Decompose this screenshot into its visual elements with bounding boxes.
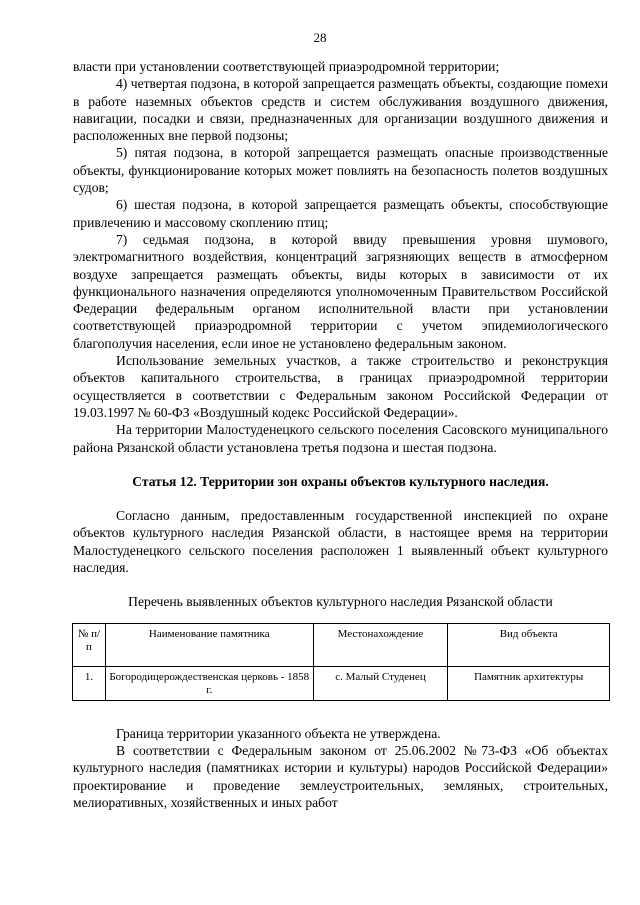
- cell-number: 1.: [73, 666, 106, 700]
- heritage-table: [72, 623, 610, 701]
- document-body: [73, 58, 608, 811]
- article-heading: Статья 12. Территории зон охраны объектов культурного наследия.: [132, 473, 549, 489]
- paragraph-subzone-5: 5) пятая подзона, в которой запрещается размещать опасные производственные объекты, функционирование которых может повлиять на безопасность полетов воздушных судов;: [73, 145, 608, 196]
- header-number: № п/п: [73, 623, 106, 666]
- paragraph-subzone-4: 4) четвертая подзона, в которой запрещается размещать объекты, создающие помехи в работе наземных объектов средств и систем обслуживания воздушного движения, навигации, посадки и связи, предназначенных для организации воздушного движения и расположенных вне первой подзоны;: [73, 76, 608, 144]
- paragraph-subzone-7: 7) седьмая подзона, в которой ввиду превышения уровня шумового, электромагнитного воздействия, концентраций загрязняющих веществ в атмосферном воздухе запрещается размещать объекты, виды которых в зависимости от их функционального назначения определяются уполномоченным Правительством Российской Федерации федеральным органом исполнительной власти при установлении соответствующей приаэродромной территории с учетом эпидемиологического благополучия населения, если иное не установлено федеральным законом.: [73, 231, 608, 351]
- page-number: 28: [313, 30, 327, 45]
- paragraph-territory-subzones: На территории Малостуденецкого сельского поселения Сасовского муниципального района Рязанской области установлена третья подзона и шестая подзона.: [73, 422, 608, 455]
- cell-monument-name: Богородицерождественская церковь - 1858 г.: [105, 666, 313, 700]
- paragraph-continuation: власти при установлении соответствующей приаэродромной территории;: [73, 59, 500, 74]
- header-location: Местонахождение: [313, 623, 448, 666]
- table-title: Перечень выявленных объектов культурного наследия Рязанской области: [128, 594, 553, 610]
- cell-location: с. Малый Студенец: [313, 666, 448, 700]
- header-monument-name: Наименование памятника: [105, 623, 313, 666]
- table-header-row: [73, 623, 610, 666]
- paragraph-land-use: Использование земельных участков, а также строительство и реконструкция объектов капитального строительства, в границах приаэродромной территории осуществляется в соответствии с Федеральным законом Российской Федерации от 19.03.1997 № 60-ФЗ «Воздушный кодекс Российской Федерации».: [73, 353, 608, 420]
- header-object-type: Вид объекта: [448, 623, 610, 666]
- paragraph-boundary: Граница территории указанного объекта не утверждена.: [116, 725, 441, 741]
- cell-object-type: Памятник архитектуры: [448, 666, 610, 700]
- paragraph-federal-law: В соответствии с Федеральным законом от 25.06.2002 №73-ФЗ «Об объектах культурного наследия (памятниках истории и культуры) народов Российской Федерации» проектирование и проведение землеустроительных, земляных, строительных, мелиоративных, хозяйственных и иных работ: [73, 742, 608, 810]
- paragraph-subzone-6: 6) шестая подзона, в которой запрещается размещать объекты, способствующие привлечению и массовому скоплению птиц;: [73, 197, 608, 230]
- table-row: [73, 666, 610, 700]
- paragraph-heritage-data: Согласно данным, предоставленным государственной инспекцией по охране объектов культурного наследия Рязанской области, в настоящее время на территории Малостуденецкого сельского поселения расположен 1 выявленный объект культурного наследия.: [73, 508, 608, 576]
